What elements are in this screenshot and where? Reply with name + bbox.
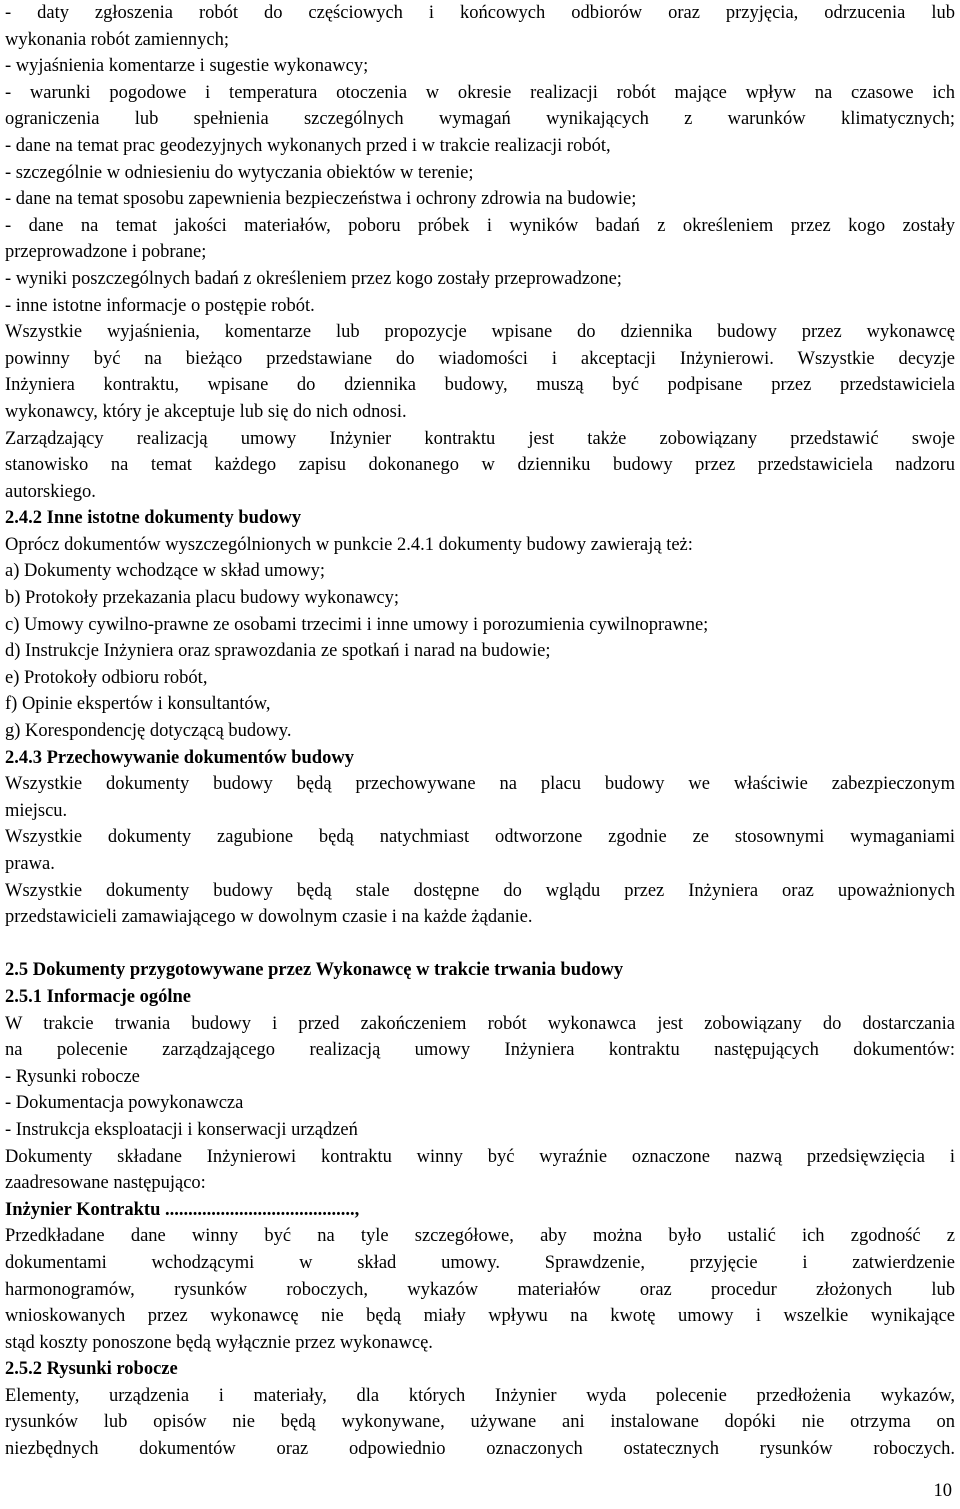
text-line: Inżyniera kontraktu, wpisane do dziennika budowy, muszą być podpisane przez przedstawiciela [5, 375, 955, 396]
text-line: W trakcie trwania budowy i przed zakończeniem robót wykonawca jest zobowiązany do dostarczania [5, 1013, 955, 1034]
text-line: - Rysunki robocze [5, 1066, 140, 1087]
text-line: f) Opinie ekspertów i konsultantów, [5, 694, 271, 715]
text-line: Przedkładane dane winny być na tyle szczegółowe, aby można było ustalić ich zgodność z [5, 1226, 955, 1247]
text-line: g) Korespondencję dotyczącą budowy. [5, 721, 292, 742]
text-line: zaadresowane następująco: [5, 1173, 206, 1194]
text-line: - warunki pogodowe i temperatura otoczenia w okresie realizacji robót mające wpływ na czasowe ich [5, 82, 955, 103]
text-line: wykonania robót zamiennych; [5, 29, 229, 50]
text-line: dokumentami wchodzącymi w skład umowy. Sprawdzenie, przyjęcie i zatwierdzenie [5, 1252, 955, 1273]
text-line: ograniczenia lub spełnienia szczególnych wymagań wynikających z warunków klimatycznych; [5, 109, 955, 130]
text-line: - szczególnie w odniesieniu do wytyczania obiektów w terenie; [5, 162, 474, 183]
text-line: - wyniki poszczególnych badań z określeniem przez kogo zostały przeprowadzone; [5, 268, 622, 289]
text-line: b) Protokoły przekazania placu budowy wykonawcy; [5, 588, 400, 609]
text-line: Zarządzający realizacją umowy Inżynier kontraktu jest także zobowiązany przedstawić swoje [5, 428, 955, 449]
text-line: - Instrukcja eksploatacji i konserwacji urządzeń [5, 1119, 358, 1140]
text-line: powinny być na bieżąco przedstawiane do wiadomości i akceptacji Inżynierowi. Wszystkie decyzje [5, 348, 955, 369]
text-line: przeprowadzone i pobrane; [5, 242, 207, 263]
text-line: - inne istotne informacje o postępie robót. [5, 295, 315, 316]
text-line: stanowisko na temat każdego zapisu dokonanego w dzienniku budowy przez przedstawiciela nadzoru [5, 455, 955, 476]
text-line: wnioskowanych przez wykonawcę nie będą miały wpływu na kwotę umowy i wszelkie wynikające [5, 1306, 955, 1327]
text-line: a) Dokumenty wchodzące w skład umowy; [5, 561, 326, 582]
section-heading: 2.4.3 Przechowywanie dokumentów budowy [5, 747, 354, 768]
text-line: e) Protokoły odbioru robót, [5, 667, 208, 688]
text-line: na polecenie zarządzającego realizacją umowy Inżyniera kontraktu następujących dokumentów: [5, 1040, 955, 1061]
text-line: niezbędnych dokumentów oraz odpowiednio oznaczonych ostatecznych rysunków roboczych. [5, 1439, 955, 1460]
text-line: - dane na temat jakości materiałów, poboru próbek i wyników badań z określeniem przez kogo zostały [5, 215, 955, 236]
text-line: d) Instrukcje Inżyniera oraz sprawozdania ze spotkań i narad na budowie; [5, 641, 551, 662]
text-line: rysunków lub opisów nie będą wykonywane, używane ani instalowane dopóki nie otrzyma on [5, 1412, 955, 1433]
text-line: miejscu. [5, 800, 68, 821]
text-line: Dokumenty składane Inżynierowi kontraktu winny być wyraźnie oznaczone nazwą przedsięwzięcia i [5, 1146, 955, 1167]
text-line: przedstawicieli zamawiającego w dowolnym czasie i na każde żądanie. [5, 907, 533, 928]
blank-line [5, 931, 955, 958]
section-heading: 2.4.2 Inne istotne dokumenty budowy [5, 508, 302, 529]
text-line: stąd koszty ponoszone będą wyłącznie przez wykonawcę. [5, 1332, 433, 1353]
section-heading: 2.5 Dokumenty przygotowywane przez Wykonawcę w trakcie trwania budowy [5, 960, 624, 981]
page-number: 10 [933, 1481, 952, 1501]
text-line: Wszystkie dokumenty budowy będą stale dostępne do wglądu przez Inżyniera oraz upoważnionych [5, 880, 955, 901]
section-heading: 2.5.1 Informacje ogólne [5, 986, 191, 1007]
text-line: Wszystkie wyjaśnienia, komentarze lub propozycje wpisane do dziennika budowy przez wykonawcę [5, 322, 955, 343]
text-line: - dane na temat sposobu zapewnienia bezpieczeństwa i ochrony zdrowia na budowie; [5, 189, 637, 210]
text-line: Wszystkie dokumenty zagubione będą natychmiast odtworzone zgodnie ze stosownymi wymaganiami [5, 827, 955, 848]
text-line: prawa. [5, 854, 55, 874]
text-line: Elementy, urządzenia i materiały, dla których Inżynier wyda polecenie przedłożenia wykazów, [5, 1385, 955, 1406]
section-heading: Inżynier Kontraktu ........................................., [5, 1199, 360, 1220]
text-line: autorskiego. [5, 481, 96, 502]
section-heading: 2.5.2 Rysunki robocze [5, 1359, 178, 1380]
text-line: Wszystkie dokumenty budowy będą przechowywane na placu budowy we właściwie zabezpieczonym [5, 774, 955, 795]
text-line: - Dokumentacja powykonawcza [5, 1093, 244, 1114]
document-body [5, 0, 955, 1463]
text-line: wykonawcy, który je akceptuje lub się do nich odnosi. [5, 401, 407, 422]
text-line: c) Umowy cywilno-prawne ze osobami trzecimi i inne umowy i porozumienia cywilnoprawne; [5, 614, 709, 635]
text-line: - wyjaśnienia komentarze i sugestie wykonawcy; [5, 56, 369, 77]
text-line: harmonogramów, rysunków roboczych, wykazów materiałów oraz procedur złożonych lub [5, 1279, 955, 1300]
text-line: - daty zgłoszenia robót do częściowych i końcowych odbiorów oraz przyjęcia, odrzucenia lub [5, 3, 955, 23]
text-line: - dane na temat prac geodezyjnych wykonanych przed i w trakcie realizacji robót, [5, 135, 611, 156]
text-line: Oprócz dokumentów wyszczególnionych w punkcie 2.4.1 dokumenty budowy zawierają też: [5, 534, 693, 555]
